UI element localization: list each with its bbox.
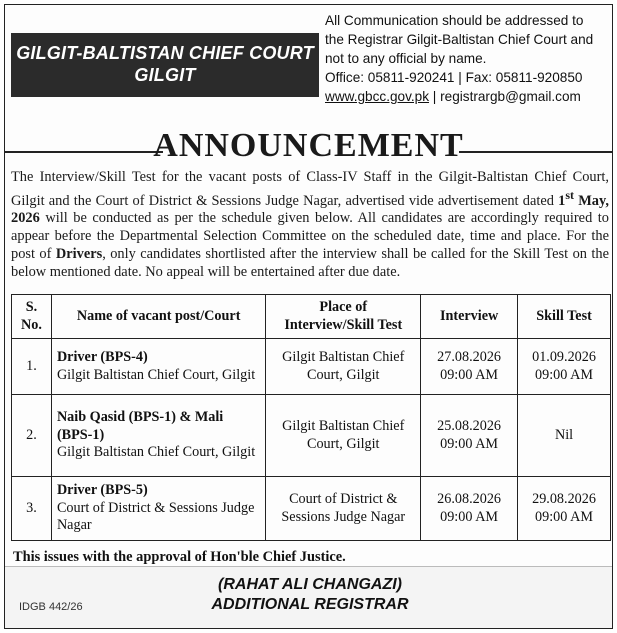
header-name: Name of vacant post/Court — [51, 295, 265, 339]
row-skill: Nil — [518, 395, 611, 477]
post-title: Naib Qasid (BPS-1) & Mali (BPS-1) — [56, 409, 224, 443]
announcement-paragraph — [11, 169, 609, 282]
row-skill — [518, 339, 611, 395]
para-part2: will be conducted as per the schedule given below. All candidates are accordingly required to appear before the Departmental Selection Committee on the scheduled date, time and place. For the post of — [11, 210, 609, 262]
row-interview — [421, 477, 518, 541]
reference-number: IDGB 442/26 — [19, 601, 83, 613]
interview-time: 09:00 AM — [440, 366, 499, 383]
website-link[interactable]: www.gbcc.gov.pk — [325, 89, 430, 104]
signatory-name: (RAHAT ALI CHANGAZI) — [218, 576, 402, 593]
web-email-line — [325, 87, 611, 106]
announcement-page — [4, 4, 613, 629]
para-date-sup: st — [565, 187, 575, 202]
header-place — [266, 295, 421, 339]
contact-line3: not to any official by name. — [325, 51, 487, 66]
interview-time: 09:00 AM — [440, 435, 499, 452]
header — [5, 5, 612, 125]
skill-date: 01.09.2026 — [532, 349, 596, 365]
approval-note: This issues with the approval of Hon'ble Chief Justice. — [13, 549, 346, 565]
separator: | — [432, 89, 441, 104]
office-phone: Office: 05811-920241 | Fax: 05811-920850 — [325, 70, 583, 85]
table-row — [12, 339, 611, 395]
row-sno: 1. — [12, 339, 52, 395]
contact-block — [325, 11, 611, 106]
signatory-title: ADDITIONAL REGISTRAR — [211, 596, 409, 613]
table-row — [12, 477, 611, 541]
footer — [5, 566, 612, 628]
row-post — [51, 395, 265, 477]
post-court: Gilgit Baltistan Chief Court, Gilgit — [56, 444, 256, 461]
para-part3: , only candidates shortlisted after the interview shall be called for the Skill Test on the below mentioned date. No appeal will be entertained after due date. — [11, 245, 609, 280]
header-place-line2: Interview/Skill Test — [284, 316, 403, 333]
court-name-line2: GILGIT — [134, 65, 196, 85]
court-name-banner — [11, 33, 319, 97]
header-interview: Interview — [421, 295, 518, 339]
skill-time: 09:00 AM — [535, 366, 593, 383]
para-date-rest: May, 2026 — [11, 192, 610, 227]
interview-time: 09:00 AM — [440, 508, 499, 525]
para-drivers: Drivers — [55, 245, 103, 262]
post-court: Court of District & Sessions Judge Nagar — [56, 499, 255, 534]
interview-date: 26.08.2026 — [437, 491, 502, 507]
header-sno — [12, 295, 52, 339]
table-header-row — [12, 295, 611, 339]
row-sno: 2. — [12, 395, 52, 477]
header-skill-test: Skill Test — [518, 295, 611, 339]
row-post — [51, 339, 265, 395]
para-date-day: 1 — [558, 192, 566, 209]
court-name-line1: GILGIT-BALTISTAN CHIEF COURT — [16, 43, 314, 63]
interview-date: 27.08.2026 — [437, 349, 502, 365]
schedule-table — [11, 294, 611, 541]
post-title: Driver (BPS-4) — [56, 349, 148, 365]
interview-date: 25.08.2026 — [437, 418, 502, 434]
row-post — [51, 477, 265, 541]
para-part1: The Interview/Skill Test for the vacant posts of Class-IV Staff in the Gilgit-Baltistan Chief Court, Gilgit and the Court of District & Sessions Judge Nagar, advertised vide advertisement dated — [11, 169, 609, 209]
row-place: Gilgit Baltistan Chief Court, Gilgit — [266, 339, 421, 395]
post-court: Gilgit Baltistan Chief Court, Gilgit — [56, 366, 256, 383]
header-sno-line2: No. — [21, 316, 42, 333]
email-link[interactable]: registrargb@gmail.com — [440, 89, 581, 104]
skill-time: 09:00 AM — [535, 508, 593, 525]
row-sno: 3. — [12, 477, 52, 541]
row-place: Gilgit Baltistan Chief Court, Gilgit — [266, 395, 421, 477]
contact-line1: All Communication should be addressed to — [325, 13, 584, 28]
row-place: Court of District & Sessions Judge Nagar — [266, 477, 421, 541]
header-sno-line1: S. — [25, 299, 38, 315]
contact-line2: the Registrar Gilgit-Baltistan Chief Court and — [325, 32, 594, 47]
row-interview — [421, 339, 518, 395]
post-title: Driver (BPS-5) — [56, 482, 148, 499]
skill-date: 29.08.2026 — [532, 491, 596, 507]
signature-block — [155, 575, 465, 615]
table-row — [12, 395, 611, 477]
row-skill — [518, 477, 611, 541]
header-place-line1: Place of — [319, 299, 368, 315]
row-interview — [421, 395, 518, 477]
announcement-title: ANNOUNCEMENT — [153, 127, 464, 164]
